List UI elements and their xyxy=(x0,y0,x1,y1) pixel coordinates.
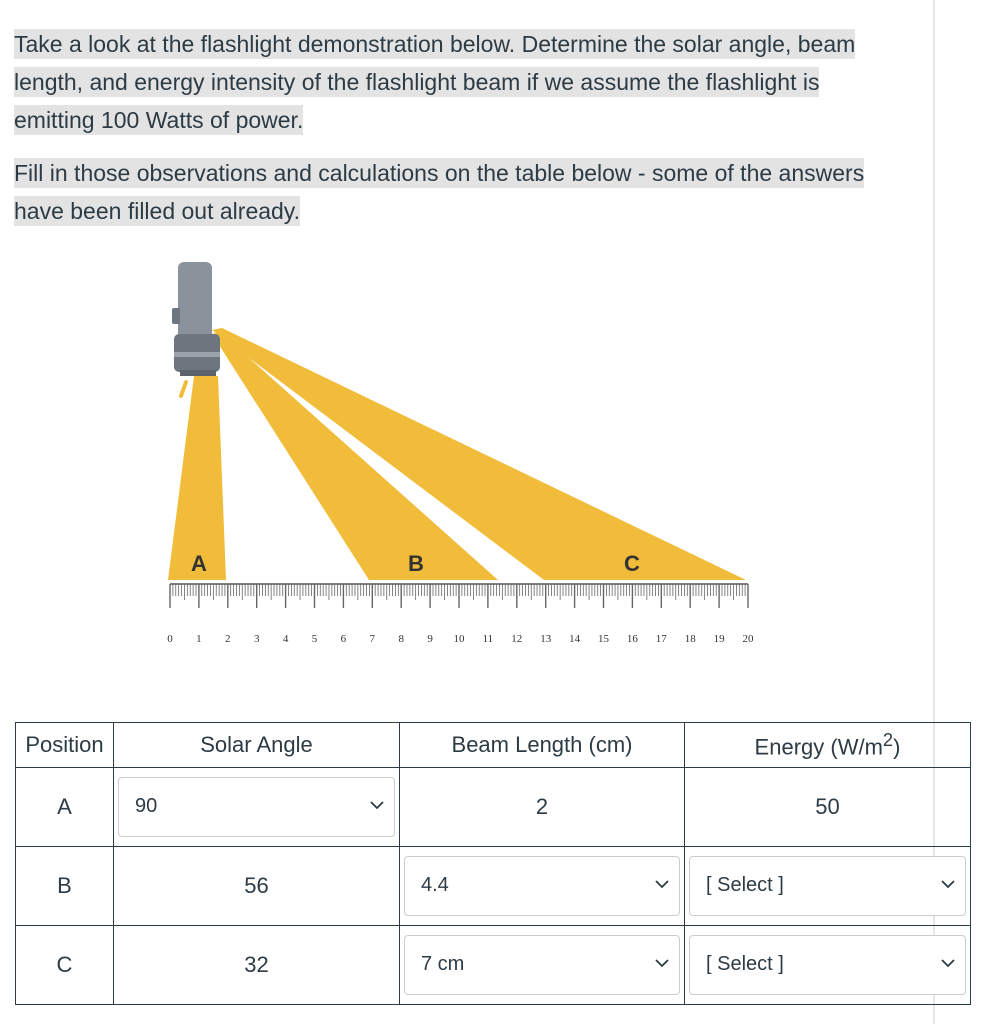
energy-cell xyxy=(685,847,971,926)
ruler-tick-label: 8 xyxy=(398,633,404,645)
table-row-c xyxy=(16,926,971,1005)
ruler-tick-label: 6 xyxy=(340,633,347,645)
fill-in-instructions: Fill in those observations and calculations on the table below - some of the answers have been filled out already. xyxy=(14,160,865,224)
header-position: Position xyxy=(16,723,114,768)
position-cell: A xyxy=(16,768,114,847)
ruler-tick-label: 1 xyxy=(196,633,202,645)
ruler-tick-label: 15 xyxy=(598,633,609,645)
beam-label-a: A xyxy=(191,551,207,576)
ruler-tick-label: 16 xyxy=(626,633,638,645)
ruler-tick-label: 3 xyxy=(253,633,260,645)
solar-angle-dropdown[interactable]: 90 xyxy=(118,777,395,837)
chevron-down-icon xyxy=(655,879,669,889)
chevron-down-icon xyxy=(941,879,955,889)
header-energy: Energy $(W/m^2)$ xyxy=(685,723,971,768)
position-cell: B xyxy=(16,847,114,926)
beam-label-b: B xyxy=(408,551,424,576)
observation-table xyxy=(15,722,971,1005)
table-header-row xyxy=(16,723,971,768)
ruler-tick-label: 12 xyxy=(511,633,523,645)
ruler-tick-label: 14 xyxy=(569,633,581,645)
ruler-tick-label: 4 xyxy=(282,633,289,645)
energy-cell xyxy=(685,926,971,1005)
energy-cell: 50 xyxy=(685,768,971,847)
ruler-tick-label: 18 xyxy=(684,633,696,645)
table-row-b xyxy=(16,847,971,926)
chevron-down-icon xyxy=(941,958,955,968)
ruler-tick-label: 7 xyxy=(369,633,376,645)
header-beam-length: Beam Length (cm) xyxy=(400,723,685,768)
solar-angle-cell: 56 xyxy=(114,847,400,926)
ruler-tick-label: 11 xyxy=(482,633,494,645)
ruler-tick-label: 17 xyxy=(655,633,667,645)
flashlight-icon xyxy=(172,262,220,376)
ruler-tick-label: 20 xyxy=(742,633,754,645)
ruler-tick-label: 0 xyxy=(167,633,173,645)
ruler-tick-label: 19 xyxy=(713,633,725,645)
beam-a xyxy=(168,376,226,580)
energy-dropdown[interactable]: [ Select ] xyxy=(689,856,966,916)
chevron-down-icon xyxy=(655,958,669,968)
beam-length-cell xyxy=(400,847,685,926)
chevron-down-icon xyxy=(370,800,384,810)
energy-dropdown[interactable]: [ Select ] xyxy=(689,935,966,995)
instructions-paragraph: Take a look at the flashlight demonstration below. Determine the solar angle, beam length, and energy intensity of the flashlight beam if we assume the flashlight is emitting 100 Watts of power. xyxy=(14,31,856,133)
header-solar-angle: Solar Angle xyxy=(114,723,400,768)
ruler-tick-label: 10 xyxy=(453,633,465,645)
beam-label-c: C xyxy=(624,551,640,576)
flashlight-diagram xyxy=(150,258,770,658)
ruler-tick-label: 2 xyxy=(225,633,231,645)
beam-length-cell xyxy=(400,926,685,1005)
beam-length-cell: 2 xyxy=(400,768,685,847)
ruler-tick-label: 5 xyxy=(311,633,318,645)
ruler-tick-label: 13 xyxy=(540,633,552,645)
solar-angle-cell: 32 xyxy=(114,926,400,1005)
position-cell: C xyxy=(16,926,114,1005)
table-row-a xyxy=(16,768,971,847)
solar-angle-cell xyxy=(114,768,400,847)
ruler-tick-label: 9 xyxy=(427,633,433,645)
beam-length-dropdown[interactable]: 7 cm xyxy=(404,935,680,995)
beam-length-dropdown[interactable]: 4.4 xyxy=(404,856,680,916)
ray-left xyxy=(181,382,186,396)
ruler xyxy=(167,584,754,645)
